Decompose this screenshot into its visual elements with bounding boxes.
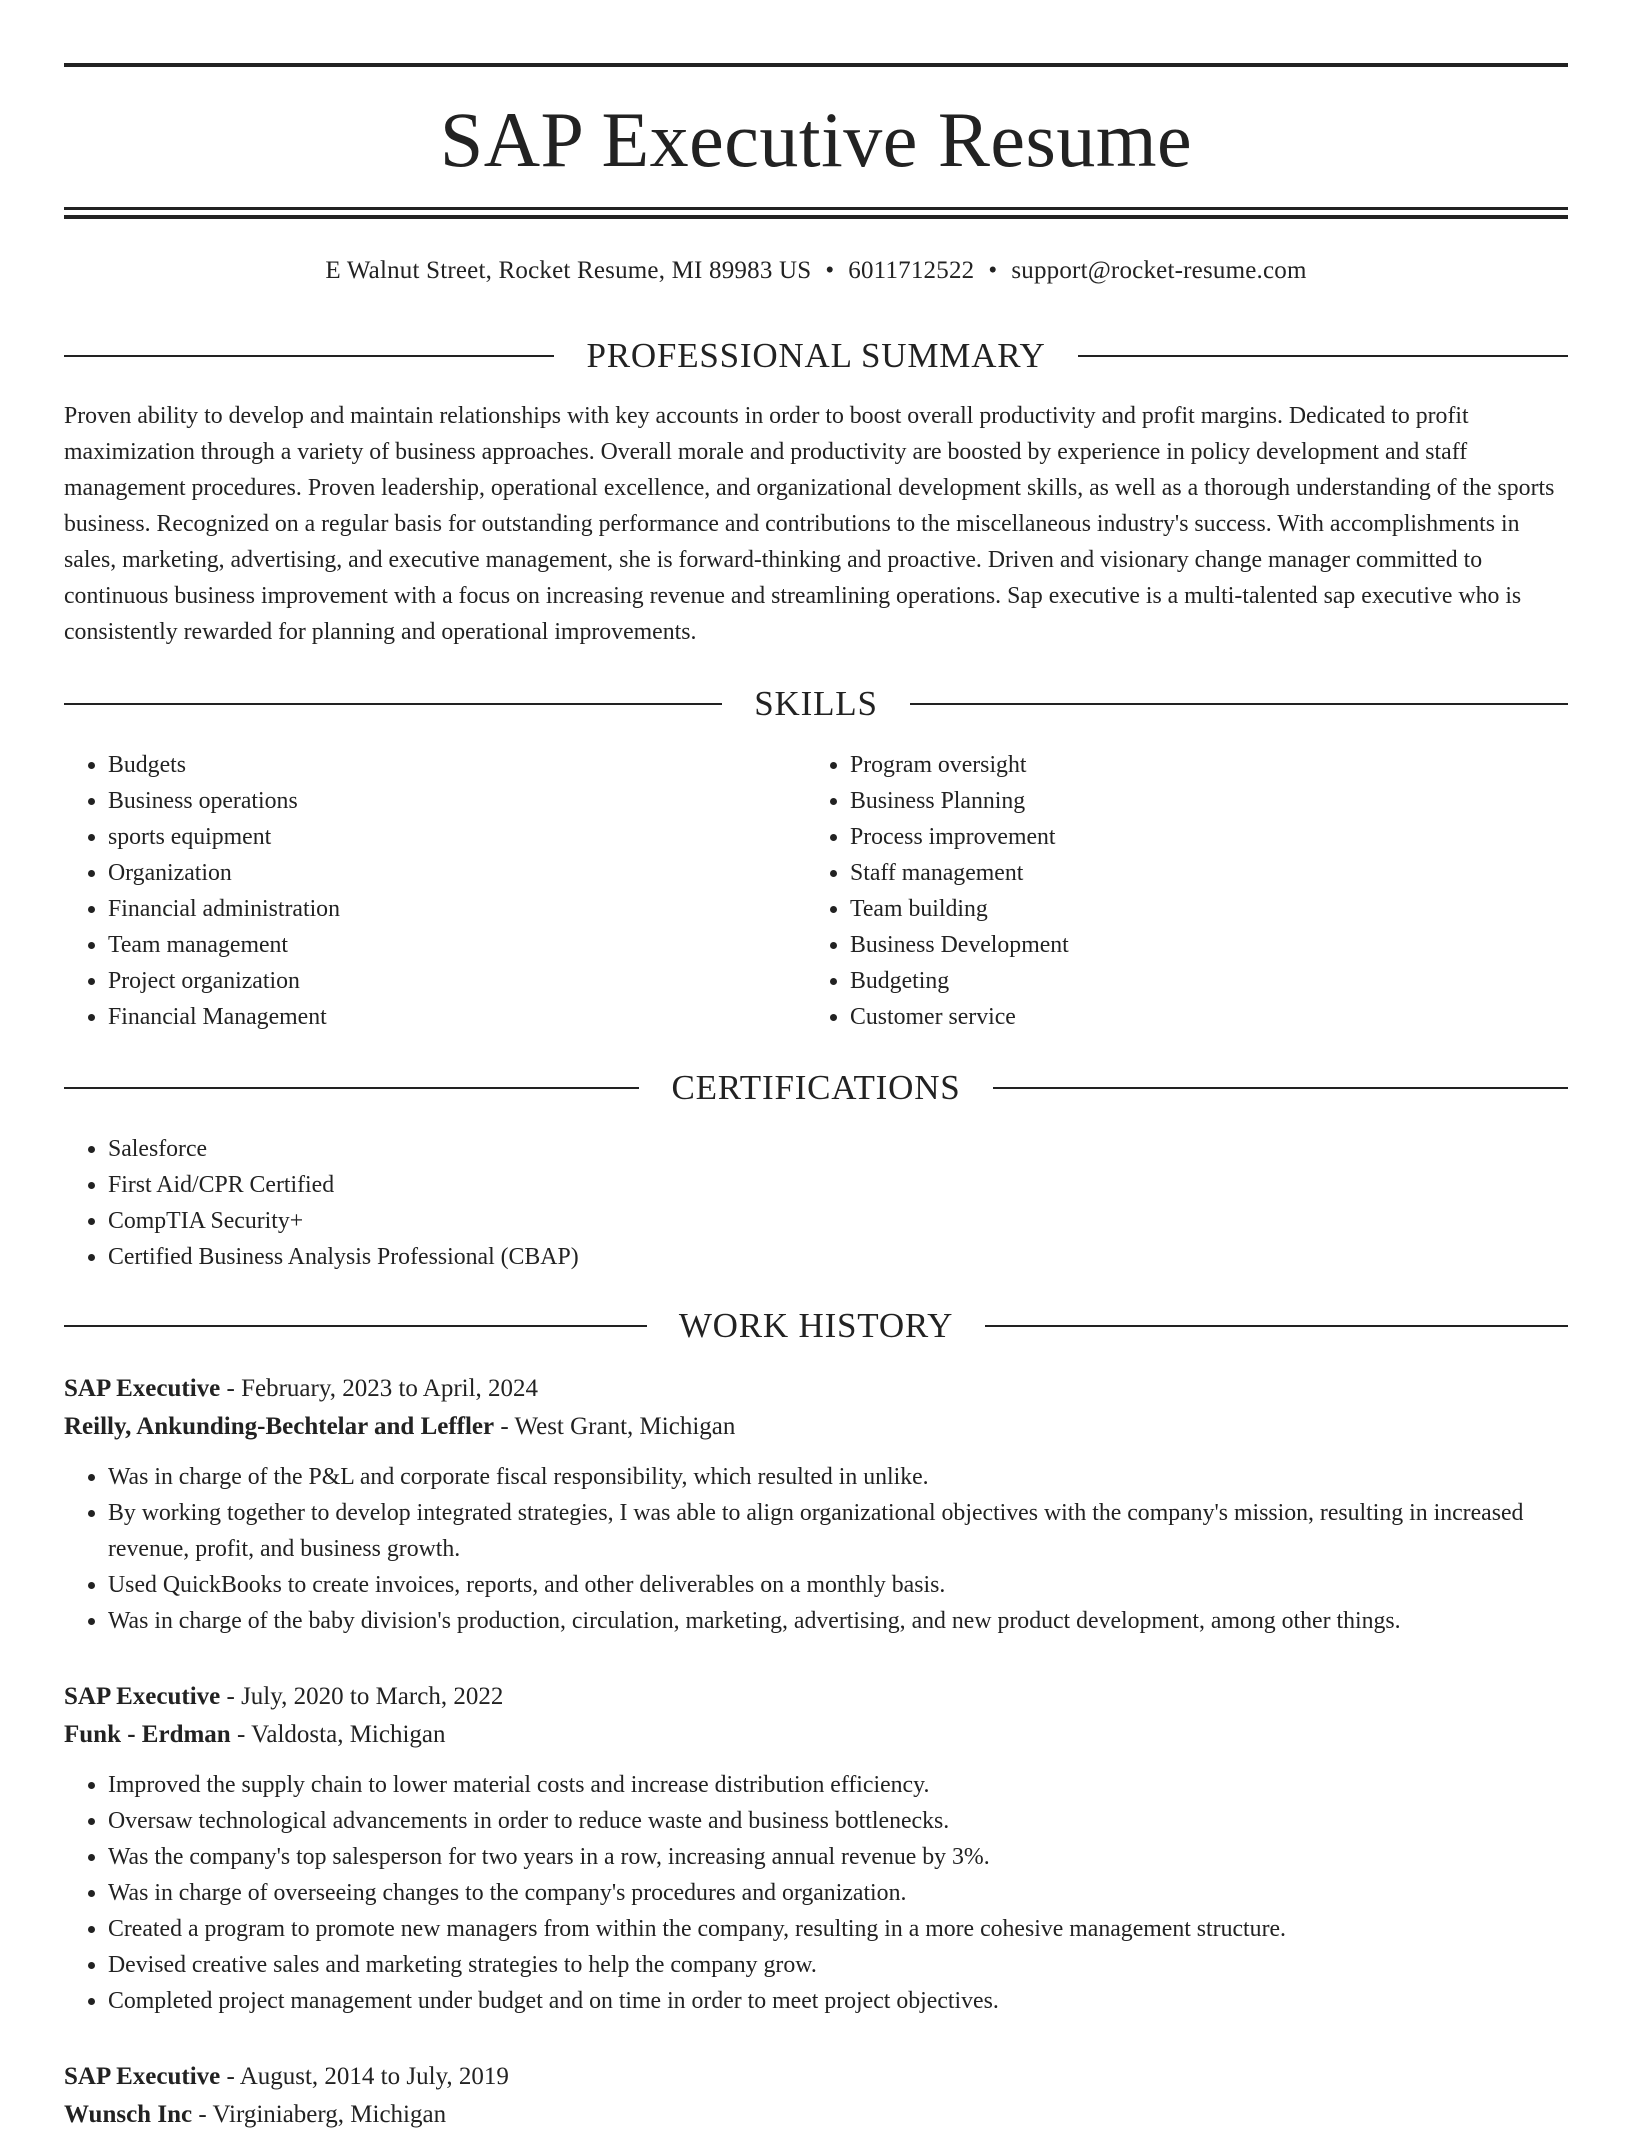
job-dates: - August, 2014 to July, 2019 bbox=[220, 2063, 509, 2090]
job-bullet: • Was in charge of the baby division's production, circulation, marketing, advertising, and new product development, among other things. bbox=[108, 1603, 1568, 1639]
section-heading-summary bbox=[64, 334, 1568, 378]
job-title-line bbox=[64, 1370, 1568, 1408]
certifications-list bbox=[64, 1131, 1568, 1275]
job-title-line bbox=[64, 1678, 1568, 1716]
skill-item: • Financial administration bbox=[108, 891, 806, 927]
certification-item: • First Aid/CPR Certified bbox=[108, 1167, 1568, 1203]
top-rule bbox=[64, 63, 1568, 67]
section-heading-certifications bbox=[64, 1066, 1568, 1110]
job-bullet: • Improved the supply chain to lower material costs and increase distribution efficiency. bbox=[108, 1767, 1568, 1803]
contact-phone: 6011712522 bbox=[848, 257, 975, 284]
title-rule-lower bbox=[64, 215, 1568, 219]
job-entry bbox=[64, 1678, 1568, 2019]
job-dates: - July, 2020 to March, 2022 bbox=[220, 1683, 504, 1710]
certification-item: • Certified Business Analysis Professional (CBAP) bbox=[108, 1239, 1568, 1275]
title-rule-upper bbox=[64, 207, 1568, 210]
job-bullet: • Was the company's top salesperson for two years in a row, increasing annual revenue by 3%. bbox=[108, 1839, 1568, 1875]
skill-item: • Business operations bbox=[108, 783, 806, 819]
heading-rule bbox=[1078, 355, 1568, 357]
resume-title: SAP Executive Resume bbox=[439, 96, 1193, 183]
skill-item: • Customer service bbox=[850, 999, 1548, 1035]
heading-rule bbox=[64, 355, 554, 357]
contact-separator: • bbox=[988, 257, 998, 284]
skill-item: • Organization bbox=[108, 855, 806, 891]
job-title: SAP Executive bbox=[64, 1375, 221, 1402]
certification-item: • Salesforce bbox=[108, 1131, 1568, 1167]
job-bullet: • Used QuickBooks to create invoices, reports, and other deliverables on a monthly basis. bbox=[108, 1567, 1568, 1603]
job-title-line bbox=[64, 2058, 1568, 2096]
heading-rule bbox=[64, 1087, 639, 1089]
job-company: Wunsch Inc bbox=[64, 2101, 193, 2128]
contact-separator: • bbox=[825, 257, 835, 284]
contact-address: E Walnut Street, Rocket Resume, MI 89983 US bbox=[325, 257, 812, 284]
skill-item: • Team building bbox=[850, 891, 1548, 927]
job-company-line bbox=[64, 2096, 1568, 2134]
heading-rule bbox=[993, 1087, 1568, 1089]
job-company-line bbox=[64, 1716, 1568, 1754]
skill-item: • Team management bbox=[108, 927, 806, 963]
job-title: SAP Executive bbox=[64, 1683, 221, 1710]
heading-rule bbox=[910, 703, 1568, 705]
summary-text: Proven ability to develop and maintain relationships with key accounts in order to boost overall productivity and profit margins. Dedicated to profit maximization through a variety of business approaches. Overall morale and productivity are boosted by experience in policy development and staff management procedures. Proven leadership, operational excellence, and organizational development skills, as well as a thorough understanding of the sports business. Recognized on a regular basis for outstanding performance and contributions to the miscellaneous industry's success. With accomplishments in sales, marketing, advertising, and executive management, she is forward-thinking and proactive. Driven and visionary change manager committed to continuous business improvement with a focus on increasing revenue and streamlining operations. Sap executive is a multi-talented sap executive who is consistently rewarded for planning and operational improvements. bbox=[64, 403, 1555, 645]
job-bullet: • Oversaw technological advancements in order to reduce waste and business bottlenecks. bbox=[108, 1803, 1568, 1839]
job-bullet: • Created a program to promote new managers from within the company, resulting in a more cohesive management structure. bbox=[108, 1911, 1568, 1947]
skills-column-right bbox=[806, 747, 1548, 1035]
skill-item: • Project organization bbox=[108, 963, 806, 999]
job-company-line bbox=[64, 1408, 1568, 1446]
job-entry bbox=[64, 1370, 1568, 1639]
skill-item: • Staff management bbox=[850, 855, 1548, 891]
section-heading-label: SKILLS bbox=[754, 684, 878, 723]
job-bullet: • By working together to develop integrated strategies, I was able to align organizational objectives with the company's mission, resulting in increased revenue, profit, and business growth. bbox=[108, 1495, 1568, 1567]
skills-list bbox=[64, 747, 1568, 1035]
section-heading-label: WORK HISTORY bbox=[678, 1306, 954, 1345]
skill-item: • Program oversight bbox=[850, 747, 1548, 783]
heading-rule bbox=[985, 1325, 1568, 1327]
skills-column-left bbox=[64, 747, 806, 1035]
skill-item: • Budgeting bbox=[850, 963, 1548, 999]
job-company: Reilly, Ankunding-Bechtelar and Leffler bbox=[64, 1413, 495, 1440]
skill-item: • Business Development bbox=[850, 927, 1548, 963]
job-title: SAP Executive bbox=[64, 2063, 221, 2090]
skill-item: • Business Planning bbox=[850, 783, 1548, 819]
section-heading-work-history bbox=[64, 1304, 1568, 1348]
job-location: - West Grant, Michigan bbox=[494, 1413, 736, 1440]
skill-item: • sports equipment bbox=[108, 819, 806, 855]
job-bullet: • Devised creative sales and marketing strategies to help the company grow. bbox=[108, 1947, 1568, 1983]
skill-item: • Process improvement bbox=[850, 819, 1548, 855]
job-bullet: • Completed project management under budget and on time in order to meet project objectives. bbox=[108, 1983, 1568, 2019]
job-location: - Valdosta, Michigan bbox=[230, 1721, 446, 1748]
contact-line bbox=[64, 253, 1568, 289]
job-entry bbox=[64, 2058, 1568, 2134]
heading-rule bbox=[64, 1325, 647, 1327]
certification-item: • CompTIA Security+ bbox=[108, 1203, 1568, 1239]
job-location: - Virginiaberg, Michigan bbox=[192, 2101, 447, 2128]
job-dates: - February, 2023 to April, 2024 bbox=[220, 1375, 539, 1402]
job-bullets bbox=[64, 1459, 1568, 1639]
heading-rule bbox=[64, 703, 722, 705]
section-heading-label: CERTIFICATIONS bbox=[671, 1068, 961, 1107]
job-bullet: • Was in charge of overseeing changes to the company's procedures and organization. bbox=[108, 1875, 1568, 1911]
job-bullet: • Was in charge of the P&L and corporate fiscal responsibility, which resulted in unlike. bbox=[108, 1459, 1568, 1495]
job-company: Funk - Erdman bbox=[64, 1721, 231, 1748]
skill-item: • Budgets bbox=[108, 747, 806, 783]
contact-email: support@rocket-resume.com bbox=[1011, 257, 1307, 284]
section-heading-skills bbox=[64, 682, 1568, 726]
job-bullets bbox=[64, 1767, 1568, 2019]
section-heading-label: PROFESSIONAL SUMMARY bbox=[586, 336, 1046, 375]
skill-item: • Financial Management bbox=[108, 999, 806, 1035]
